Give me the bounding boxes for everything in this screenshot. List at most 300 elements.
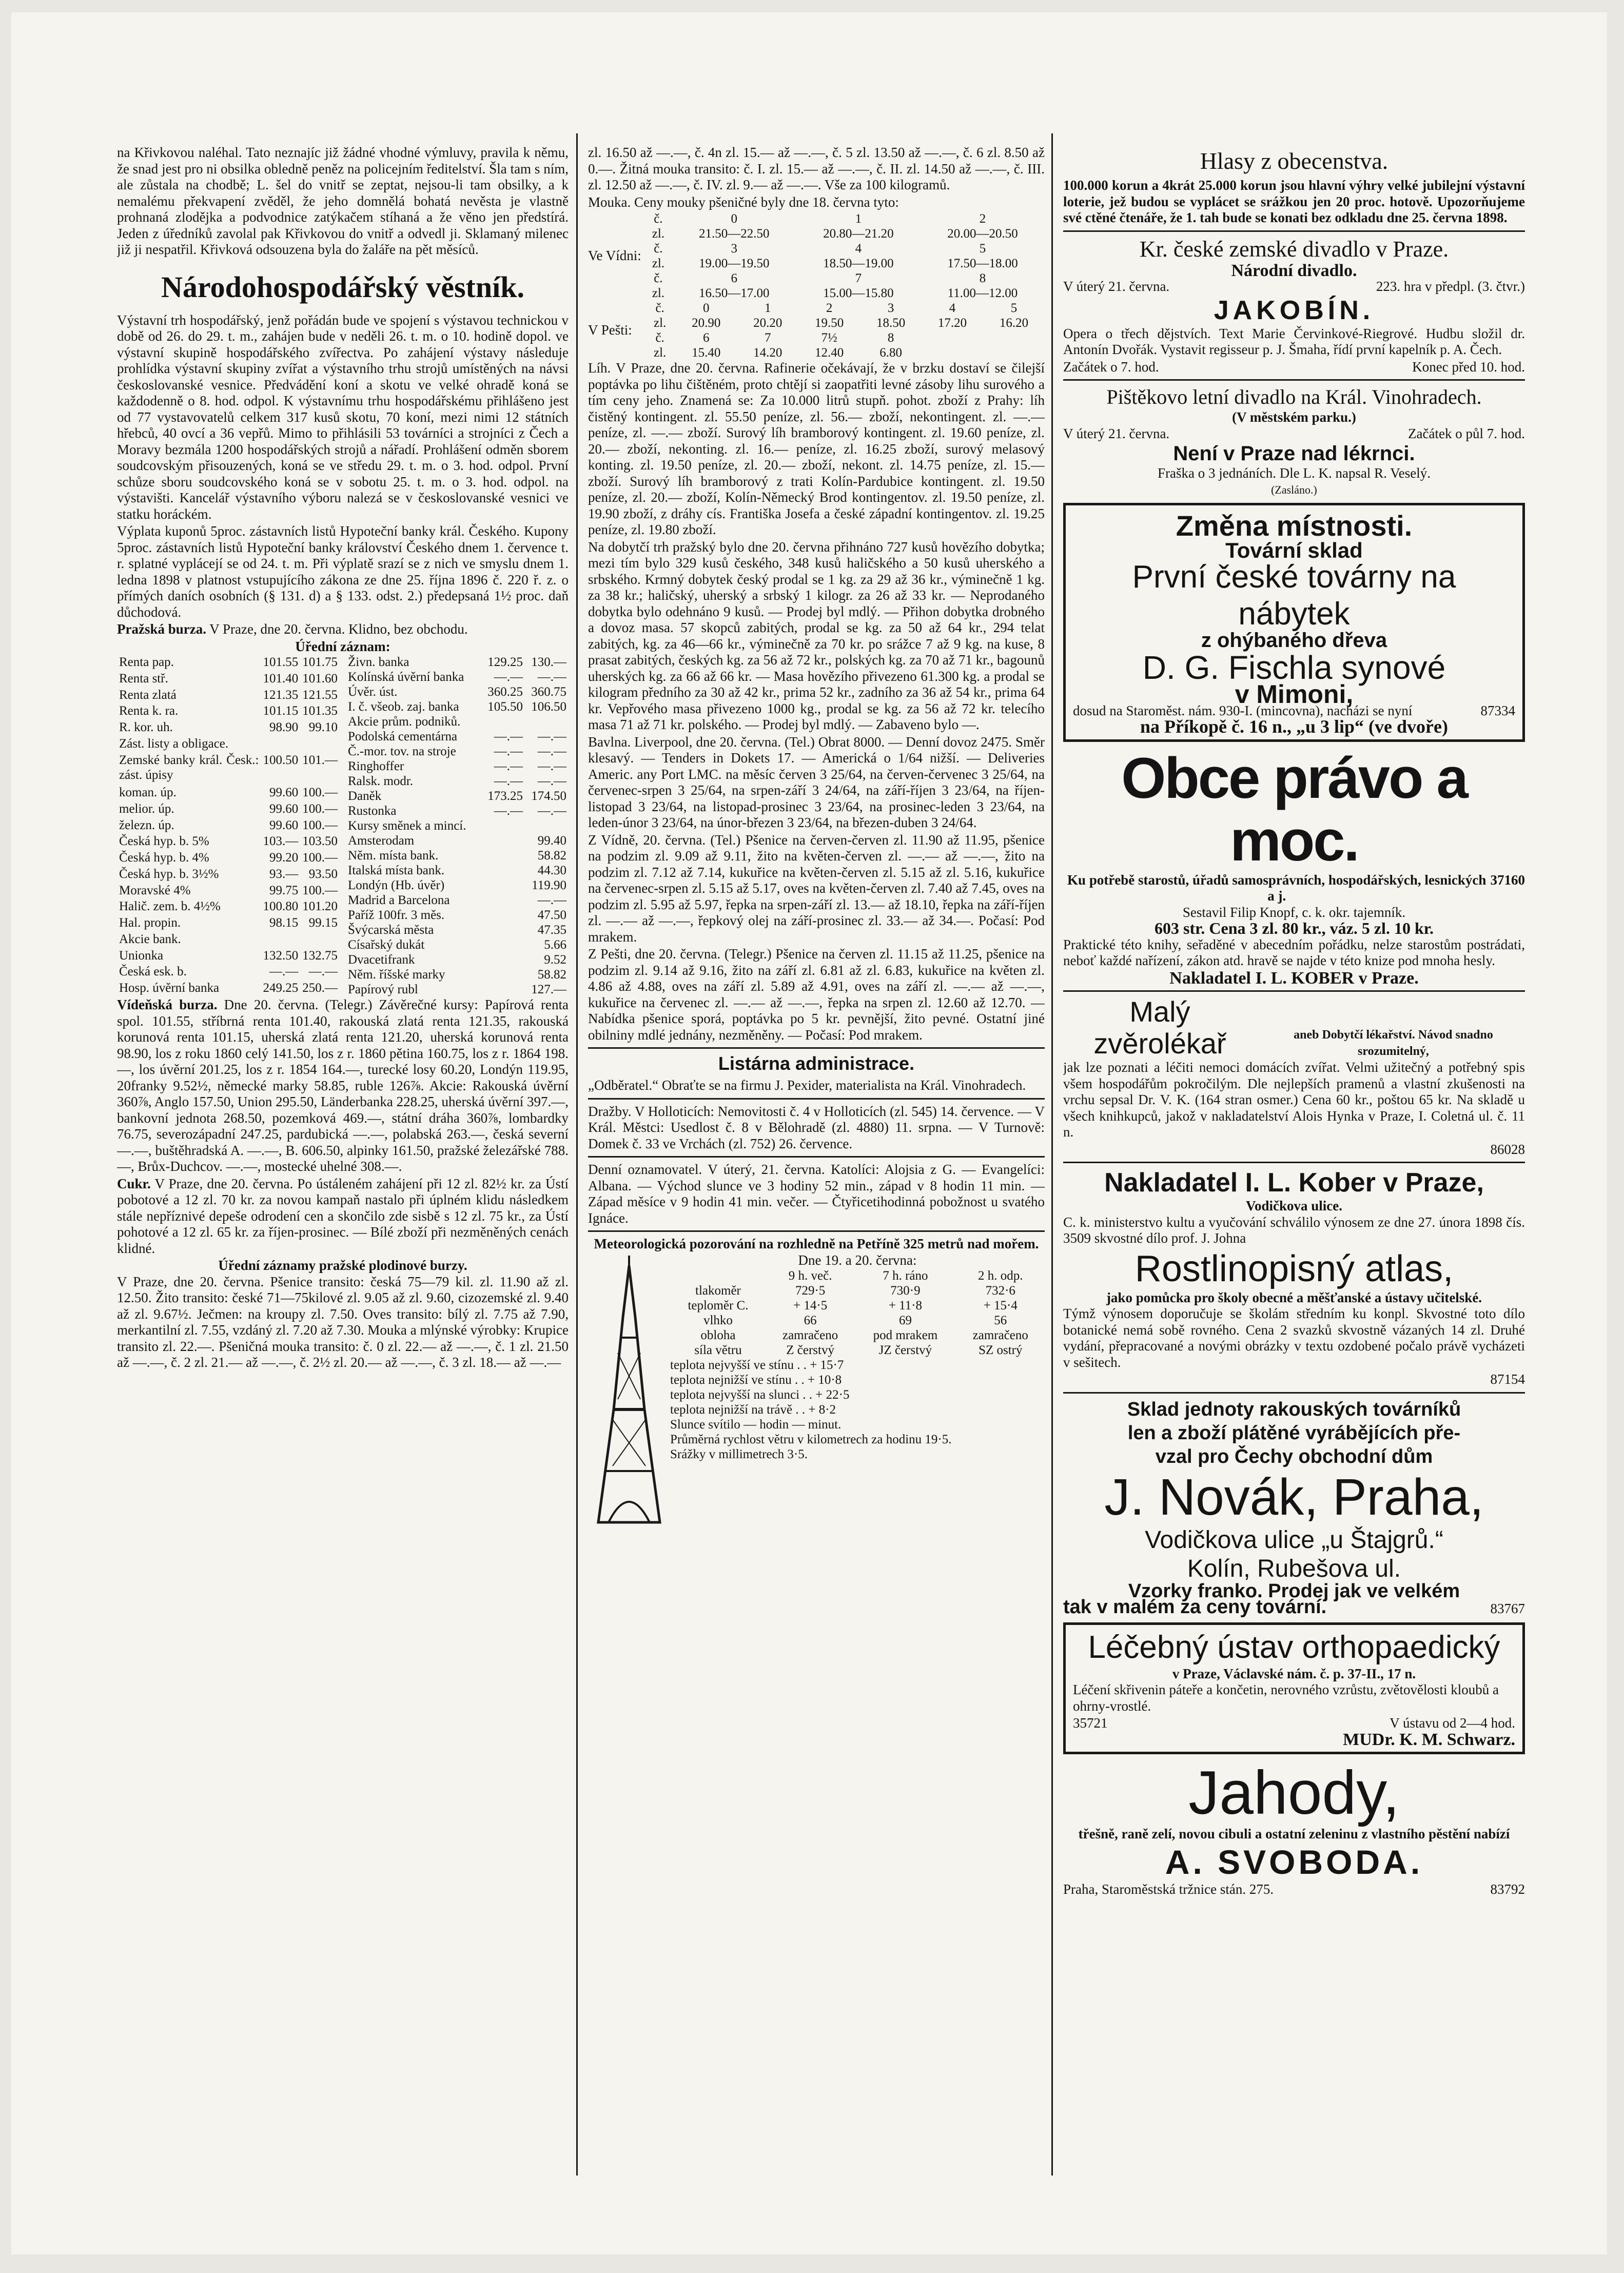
table-cell xyxy=(481,952,525,967)
table-cell: 100.— xyxy=(302,818,338,832)
table-cell: č. xyxy=(654,271,663,285)
table-cell: 18.50—19.00 xyxy=(823,257,894,270)
table-cell: Halič. zem. b. 4½% xyxy=(119,899,221,914)
table-row xyxy=(670,1343,1045,1358)
article-text: Na dobytčí trh pražský bylo dne 20. června přihnáno 727 kusů hovězího dobytka; mezi tím bylo 329 kusů českého, 348 kusů haličského a 50 kusů uherského a srbského. Krmný dobytek český prodal se 1 kg. za 29 až 36 kr., výminečně 1 kg. za 38 kr.; haličský, uherský a srbský 1 kilogr. za 26 až 33 kr. — Neprodaného dobytka bylo odehnáno 9 kusů. — Prodej byl mdlý. — Přihon dobytka drobného a dovoz masa. 57 skopců zabitých, prodal se kg. za 50 až 64 kr., 294 telat zabitých, kg. za 46—66 kr., výminečně za 70 kr. po srážce 7 až 9 kg. na kuse, 8 prasat zabitých, českých kg. za 56 až 72 kr., polských kg. za 70 až 71 kr., bagounů uherských kg. za 66 až 66 kr. — Masa hovězího přivezeno 61.300 kg. a prodal se kilogram předního za 30 až 42 kr., prima 52 kr., zadního za 36 až 54 kr., prima 64 kr. Vepřového masa přivezeno 1000 kg., prodal se kg. za 56 až 72 kr. telecího masa 71 až 71 kr. polského. — Prodej byl mdlý. — Zabaveno bylo —. xyxy=(588,539,1045,732)
ad-subtitle: aneb Dobytčí lékařství. Návod snadno srozumitelný, xyxy=(1294,1028,1493,1058)
article-title: Vídeňská burza. xyxy=(117,997,218,1012)
article-text: 100.000 korun a 4krát 25.000 korun jsou hlavní výhry velké jubilejní výstavní loterie, jež budou se vyplácet se srážkou jen 20 proc. hotově. Upozorňujeme své ctěné čtenáře, že 1. tah bude se konati bez odkladu dne 25. června 1898. xyxy=(1063,178,1525,225)
petrin-tower-icon xyxy=(588,1256,670,1533)
table-cell: 101.55 xyxy=(263,655,299,669)
table-cell: Renta stř. xyxy=(119,671,168,685)
table-cell: Švýcarská města xyxy=(348,923,434,937)
ad-number: 35721 xyxy=(1073,1715,1108,1731)
table-cell: Renta k. ra. xyxy=(119,704,179,718)
table-cell xyxy=(481,848,525,863)
ad-orthopaedic xyxy=(1063,1622,1525,1755)
article-text: „Odběratel.“ Obraťte se na firmu J. Pexider, materialista na Král. Vinohradech. xyxy=(588,1077,1026,1093)
table-cell: 7 xyxy=(855,271,862,285)
table-cell: 732·6 xyxy=(985,1284,1015,1298)
table-row xyxy=(644,330,1045,345)
table-row xyxy=(670,1283,1045,1298)
table-cell: 5.66 xyxy=(544,938,566,952)
table-cell: Něm. místa bank. xyxy=(348,849,439,863)
table-row xyxy=(346,893,569,908)
table-row xyxy=(346,863,569,878)
weather-block xyxy=(588,1252,1045,1536)
table-cell: Česká hyp. b. 5% xyxy=(119,834,209,849)
table-cell: 1 xyxy=(764,301,771,315)
table-row xyxy=(346,804,569,818)
article-text: Denní oznamovatel. V úterý, 21. června. Katolíci: Alojsia z G. — Evangelíci: Albana. — Východ slunce ve 3 hodiny 52 min., západ v 8 hodin 11 min. — Západ měsíce v 9 hodin 41 min. večer. — Čtyřicetihodinná pobožnost u svatého Ignáce. xyxy=(588,1162,1045,1226)
ad-number: 37160 xyxy=(1490,872,1525,888)
table-cell: Unionka xyxy=(119,948,164,963)
table-row xyxy=(346,714,569,729)
table-cell: + 15·4 xyxy=(983,1299,1018,1312)
table-cell: koman. úp. xyxy=(119,786,177,800)
column-header: 2 h. odp. xyxy=(978,1269,1023,1283)
table-cell: + 14·5 xyxy=(793,1299,828,1312)
table-cell: 99.60 xyxy=(269,818,299,832)
table-cell: zamračeno xyxy=(972,1328,1028,1342)
table-cell: 17.20 xyxy=(937,316,967,330)
table-row xyxy=(117,720,340,736)
table-row xyxy=(117,964,340,981)
table-row xyxy=(117,688,340,704)
table-cell: 16.20 xyxy=(999,316,1029,330)
ad-street: Vodičkova ulice „u Štajgrů.“ xyxy=(1145,1526,1443,1554)
table-cell xyxy=(261,736,301,753)
table-cell: 132.75 xyxy=(302,948,338,963)
zaslano-label: (Zasláno.) xyxy=(1271,483,1317,496)
table-cell: 5 xyxy=(979,242,986,256)
table-row xyxy=(117,981,340,997)
table-cell: 99.60 xyxy=(269,801,299,816)
table-cell: č. xyxy=(655,331,664,345)
table-cell: 103.— xyxy=(263,834,299,849)
table-cell: 1 xyxy=(855,212,862,226)
flour-pest xyxy=(588,301,1045,360)
article-title: Pražská burza. xyxy=(117,621,206,637)
table-cell: SZ ostrý xyxy=(979,1343,1023,1357)
table-cell: Zemské banky král. Česk.: zást. úpisy xyxy=(119,753,259,782)
table-row xyxy=(346,699,569,714)
table-cell: 99.15 xyxy=(308,916,338,930)
table-cell: 360.25 xyxy=(487,685,523,699)
table-cell: R. kor. uh. xyxy=(119,720,173,734)
divider xyxy=(1063,230,1525,232)
table-cell: 44.30 xyxy=(537,864,566,877)
column-3 xyxy=(1063,145,1525,1897)
table-cell: Kursy směnek a mincí. xyxy=(348,819,466,833)
table-cell: Akcie prům. podniků. xyxy=(348,715,461,729)
table-row xyxy=(346,818,569,833)
table-cell: 101.60 xyxy=(302,671,338,685)
table-cell: —.— xyxy=(494,774,523,788)
table-cell: 100.— xyxy=(302,851,338,865)
theatre-subtitle: (V městském parku.) xyxy=(1232,409,1356,425)
ad-text: Týmž výnosem doporučuje se školám středním ku konpl. Skvostné toto dílo botanické nemá sobě rovného. Cena 2 svazků skvostně vázaných 14 zl. Druhé vydání, přepracované a novými obrázky v textu ozdobené počalo právě vycházeti v sešitech. xyxy=(1063,1306,1525,1370)
table-cell: Ringhoffer xyxy=(348,759,404,773)
table-cell: Daněk xyxy=(348,789,382,803)
table-cell xyxy=(525,818,569,833)
table-cell: obloha xyxy=(700,1328,736,1342)
table-title: Úřední záznam: xyxy=(295,638,390,654)
table-cell: síla větru xyxy=(694,1343,742,1357)
play-title: JAKOBÍN. xyxy=(1214,295,1375,325)
table-cell: 14.20 xyxy=(753,346,782,360)
ad-address: v Praze, Václavské nám. č. p. 37-II., 17 n. xyxy=(1172,1665,1416,1681)
table-cell: melior. úp. xyxy=(119,801,174,816)
ad-subtitle: Ku potřebě starostů, úřadů samosprávních, hospodářských, lesnických a j. xyxy=(1067,872,1486,904)
table-cell xyxy=(481,908,525,923)
table-cell: 129.25 xyxy=(487,655,523,669)
table-cell: vlhko xyxy=(703,1314,733,1327)
table-cell: 101.40 xyxy=(263,671,299,685)
ad-firm: J. Novák, Praha, xyxy=(1104,1468,1484,1526)
table-cell xyxy=(481,967,525,982)
column-header: 9 h. več. xyxy=(788,1269,832,1283)
table-row xyxy=(644,316,1045,330)
table-cell: 99.75 xyxy=(269,883,299,897)
article-text: V Praze, dne 20. června. Pšenice transito: česká 75—79 kil. zl. 11.90 až zl. 12.50. Žito transito: české 71—75kilové zl. 9.05 až zl. 9.60, cizozemské zl. 9.40 až zl. 9.67½. Ječmen: na kroupy zl. 7.50. Oves transito: bílý zl. 7.75 až 7.90, merkantilní zl. 7.55, vzdáný zl. 7.20 až 7.30. Mouka a mlýnské výrobky: Krupice transito zl. 22.—. Pšeničná mouka transito: č. 0 zl. 22.— až —.—, č. 1 zl. 21.50 až —.—, č. 2 zl. 21.— až —.—, č. 2½ zl. 20.— až —.—, č. 3 zl. 18.— až —.— xyxy=(117,1273,569,1370)
table-cell: —.— xyxy=(494,730,523,743)
ad-line: Sklad jednoty rakouských továrníků xyxy=(1127,1398,1461,1420)
article-text: Z Vídně, 20. června. (Tel.) Pšenice na červen-červen zl. 11.90 až 11.95, pšenice na podzim zl. 9.09 až 9.11, žito na květen-červen zl. —.— až —.—, žito na podzim zl. 7.12 až 7.14, kukuřice na květen-červen zl. 5.15 až zl. 5.16, kukuřice na červenec-srpen zl. 5.15 až 5.17, oves na květen-červen zl. 7.40 až 7.45, oves na podzim zl. 5.95 až 5.97, řepka na srpen-září zl. 13.— až 18.10, řepka na září-říjen zl. —.— až —.—, řepkový olej na září-prosinec zl. 33.— až 34.—. Počasí: Pod mrakem. xyxy=(588,832,1045,945)
table-row xyxy=(117,834,340,850)
ad-title: Jahody, xyxy=(1188,1758,1400,1827)
table-row xyxy=(346,878,569,893)
article-title: Hlasy z obecenstva. xyxy=(1200,148,1388,174)
article-title: Meteorologická pozorování na rozhledně na Petříně 325 metrů nad mořem. xyxy=(594,1236,1039,1251)
table-cell: Londýn (Hb. úvěr) xyxy=(348,878,445,892)
divider xyxy=(1063,1392,1525,1394)
table-row xyxy=(670,1328,1045,1343)
table-cell: Česká hyp. b. 3½% xyxy=(119,867,219,881)
ad-title: Malý zvěrolékař xyxy=(1093,995,1226,1060)
column-divider xyxy=(1051,133,1053,2176)
table-cell: —.— xyxy=(494,804,523,818)
divider xyxy=(1063,1162,1525,1163)
table-cell: Moravské 4% xyxy=(119,883,191,897)
table-row xyxy=(346,774,569,789)
table-cell: Dvacetifrank xyxy=(348,953,415,967)
table-cell: 121.35 xyxy=(263,688,299,702)
column-header: 7 h. ráno xyxy=(883,1269,928,1283)
table-cell xyxy=(983,330,1045,345)
table-cell: 69 xyxy=(898,1314,912,1327)
table-cell: Císařský dukát xyxy=(348,938,425,952)
ad-text: jak lze poznati a léčiti nemoci domácích zvířat. Velmi užitečný a potřebný spis všem hospodářům pokročilým. Dle nejlepších pramenů a vlastní zkušenosti na vrchu sepsal Dr. V. K. (164 stran osmer.) Cena 60 kr., poštou 65 kr. Na skladě u všech knihkupců, jakož v nakladatelství Alois Hynka v Praze, I. Coletná ul. č. 11 n. xyxy=(1063,1060,1525,1140)
divider xyxy=(588,1047,1045,1049)
bourse-table-right xyxy=(346,655,569,997)
ad-text: třešně, raně zelí, novou cibuli a ostatní zeleninu z vlastního pěstění nabízí xyxy=(1078,1826,1510,1841)
table-row xyxy=(346,789,569,804)
table-cell: I. č. všeob. zaj. banka xyxy=(348,700,459,714)
table-row xyxy=(346,729,569,744)
table-cell: 729·5 xyxy=(795,1284,826,1298)
article-text: Bavlna. Liverpool, dne 20. června. (Tel.) Obrat 8000. — Denní dovoz 2475. Směr klesavý. — Tenders in Dokets 17. — Americká o 1/64 nižší. — Deliveries Americ. any Port LMC. na měsíc červen 3 25/64, na červen-červenec 3 25/64, na červenec-srpen 3 25/64, na srpen-září 3 24/64, na září-říjen 3 23/64, na říjen-listopad 3 23/64, na listopad-prosinec 3 23/64, na prosinec-leden 3 23/64, na leden-únor 3 23/64, na únor-březen 3 23/64, na březen-duben 3 24/64. xyxy=(588,734,1045,830)
table-row xyxy=(346,848,569,863)
weather-line: Průměrná rychlost větru v kilometrech za hodinu 19·5. xyxy=(670,1433,952,1446)
table-cell: 100.50 xyxy=(263,753,299,767)
play-description: Fraška o 3 jednáních. Dle L. K. napsal R. Veselý. xyxy=(1158,465,1431,481)
table-cell: 100.— xyxy=(302,801,338,816)
table-row xyxy=(346,684,569,699)
flour-table-pest xyxy=(644,301,1045,360)
ad-address: dosud na Staroměst. nám. 930-I. (mincovna), nacházi se nyní xyxy=(1073,702,1413,718)
table-cell: —.— xyxy=(537,744,566,758)
table-cell: 101.35 xyxy=(302,704,338,718)
table-cell: Renta zlatá xyxy=(119,688,177,702)
article-text: V Praze, dne 20. června. Klidno, bez obchodu. xyxy=(209,621,468,637)
ad-number: 87334 xyxy=(1480,702,1515,718)
table-cell: 9.52 xyxy=(544,953,566,967)
table-row xyxy=(346,908,569,923)
play-title: Není v Praze nad lékrnci. xyxy=(1173,442,1415,465)
table-cell: —.— xyxy=(537,804,566,818)
table-cell: 249.25 xyxy=(263,981,299,995)
table-cell: 98.90 xyxy=(269,720,299,734)
weather-extra xyxy=(670,1358,1045,1462)
weather-table xyxy=(670,1268,1045,1358)
table-row xyxy=(117,655,340,671)
table-cell: 4 xyxy=(949,301,956,315)
table-cell: 93.50 xyxy=(308,867,338,881)
column-header xyxy=(670,1268,766,1283)
divider xyxy=(588,1230,1045,1232)
table-cell xyxy=(481,818,525,833)
table-cell: Podolská cementárna xyxy=(348,730,458,743)
table-cell xyxy=(300,932,340,948)
table-cell: zamračeno xyxy=(782,1328,838,1342)
table-row xyxy=(117,948,340,965)
ad-title: Obce právo a moc. xyxy=(1121,746,1467,873)
table-cell: 47.50 xyxy=(537,908,566,922)
table-cell: zl. xyxy=(652,257,665,270)
ad-author: Sestavil Filip Knopf, c. k. okr. tajemník. xyxy=(1182,904,1406,920)
table-cell: 0 xyxy=(703,301,710,315)
ad-publisher: Nakladatel I. L. Kober v Praze, xyxy=(1104,1168,1484,1198)
table-cell xyxy=(481,878,525,893)
table-cell: 101.75 xyxy=(302,655,338,669)
table-row xyxy=(670,1298,1045,1313)
table-row xyxy=(117,801,340,818)
table-cell: 99.40 xyxy=(537,834,566,848)
table-cell: 127.— xyxy=(531,983,566,996)
table-cell: Živn. banka xyxy=(348,655,409,669)
table-row xyxy=(644,301,1045,316)
table-cell: Renta pap. xyxy=(119,655,174,669)
table-cell: —.— xyxy=(494,670,523,684)
table-cell: 20.20 xyxy=(753,316,782,330)
table-cell xyxy=(481,982,525,997)
table-cell: Papírový rubl xyxy=(348,983,418,996)
table-cell: —.— xyxy=(537,670,566,684)
table-cell: 4 xyxy=(855,242,862,256)
article-text: Výstavní trh hospodářský, jenž pořádán bude ve spojení s výstavou technickou v době od 26. do 29. t. m., zahájen bude v neděli 26. t. m. o 10. hodině dopol. ve výstavní skupině hospodářského zvířectva. Po zahájení výstavy následuje prohlídka výstavní skupiny zvířat a výstavního trhu strojů umístěných na návsi českoslovanské vesnice. Předvádění koní a skotu ve velké ohradě koná se každodenně o 8. hod. odpol. K výstavnímu trhu hospodářskému přihlášeno jest od 77 vystavovatelů celkem 317 kusů skotu, 70 koní, mezi nimi 12 státních hřebců, 40 ovcí a 36 vepřů. Mimo to přihlásili 53 továrníci a strojníci z Čech a Moravy bezmála 1200 hospodářských strojů a nářadí. Prohlášení odměn sborem soudcovským přisouzených, koná se ve středu 29. t. m. o 3. hod. odpol. První schůze sboru soudcovského koná se v sobotu 25. t. m. o 3. hod. odpol. na výstavišti. Kancelář výstavního výboru nalezá se v českoslovanské vesnici ve statku horáckém. xyxy=(117,312,569,522)
table-cell: —.— xyxy=(537,893,566,907)
theatre-date: V úterý 21. června. xyxy=(1063,425,1170,441)
table-cell: č. xyxy=(655,301,664,315)
table-cell: —.— xyxy=(537,774,566,788)
table-row xyxy=(644,256,1045,271)
table-cell: pod mrakem xyxy=(873,1328,938,1342)
table-cell: 101.15 xyxy=(263,704,299,718)
table-cell xyxy=(922,330,983,345)
column-divider xyxy=(576,133,578,2176)
article-title: Úřední záznamy pražské plodinové burzy. xyxy=(218,1258,467,1273)
table-cell: 15.40 xyxy=(692,346,721,360)
table-row xyxy=(117,818,340,834)
table-cell: 93.— xyxy=(269,867,299,881)
weather-line: teplota nejnižší ve stínu . . + 10·8 xyxy=(670,1373,842,1387)
column-1 xyxy=(117,145,569,1372)
article-text: na Křivkovou naléhal. Tato neznajíc již žádné vhodné výmluvy, pravila k němu, že snad jest pro ni obsilka obledně peněz na policejním ředitelství. Šla tam s ním, ale zůstala na chodbě; L. šel do vnitř se zeptat, nejsou-li tam obsilky, a k nemalému překvapení zvěděl, že jeho domnělá bohatá nevěsta je vlastně prohnaná zlodějka a podvodnice zatýkačem stíhaná a že věno jen předstírá. Jeden z úředníků zavolal pak Křivkovou do vnitř a odvedl ji. Sklamaný milenec již ji nespatřil. Křivková odsouzena byla do žaláře na pět měsíců. xyxy=(117,145,569,257)
row-label: V Pešti: xyxy=(588,322,632,338)
table-cell: 66 xyxy=(804,1314,817,1327)
table-cell: Úvěr. úst. xyxy=(348,685,398,699)
table-cell: 15.00—15.80 xyxy=(823,286,894,300)
table-row xyxy=(117,915,340,932)
article-text: zl. 16.50 až —.—, č. 4n zl. 15.— až —.—, č. 5 zl. 13.50 až —.—, č. 6 zl. 8.50 až 0.—. Žitná mouka transito: č. I. zl. 15.— až —.—, č. II. zl. 14.50 až —.—, č. III. zl. 12.50 až —.—, č. IV. zl. 9.— až —.—. Vše za 100 kilogramů. xyxy=(588,145,1045,192)
table-row xyxy=(117,671,340,688)
table-cell: 730·9 xyxy=(890,1284,921,1298)
start-time: Začátek o půl 7. hod. xyxy=(1408,425,1525,441)
table-cell: 121.55 xyxy=(302,688,338,702)
table-cell xyxy=(481,863,525,878)
ad-subtitle: jako pomůcka pro školy obecné a měšťanské a ústavy učitelské. xyxy=(1106,1289,1482,1305)
article-text: Líh. V Praze, dne 20. června. Rafinerie očekávají, že v brzku dostaví se čilejší poptávka po lihu čištěném, proto chtějí si zaopatřiti levné zásoby lihu surového a tím ceny jeho. Znamená se: Za 10.000 litrů stupň. pohot. zboží z Prahy: líh čistěný kontingent. zl. 55.50 peníze, zl. 56.— zboží, nekontingent. zl. —.— peníze, zl. —.— zboží. Surový líh bramborový kontingent. zl. 19.60 peníze, zl. 20.— zboží, nekonting. zl. 16.— peníze, zl. 16.25 zboží, surový melasový konting. zl. 19.50 peníze, zl. 20.— zboží, nekont. zl. 14.75 peníze, zl. 15.— zboží. Surový líh bramborový z trati Kolín-Pardubice kontingent. zl. 19.50 peníze, zl. 20.— zboží, Kolín-Německý Brod kontingentov. zl. 19.50 peníze, zl. 19.90 zboží, z dráhy cís. Františka Josefa a české západní kontingentov. zl. 19.25 peníze, zl. 19.80 zboží. xyxy=(588,360,1045,537)
ad-number: 83792 xyxy=(1490,1881,1525,1897)
theatre-subtitle: Národní divadlo. xyxy=(1231,261,1357,280)
table-cell: 5 xyxy=(1010,301,1018,315)
table-cell: 130.— xyxy=(531,655,566,669)
table-cell: 103.50 xyxy=(302,834,338,849)
table-header xyxy=(670,1268,1045,1283)
table-cell: 100.80 xyxy=(263,899,299,914)
end-time: Konec před 10. hod. xyxy=(1412,359,1525,375)
ad-address: Praha, Staroměstská tržnice stán. 275. xyxy=(1063,1881,1274,1897)
table-cell: Z čerstvý xyxy=(786,1343,834,1357)
table-cell: 132.50 xyxy=(263,948,299,963)
table-cell: 99.20 xyxy=(269,851,299,865)
article-title: Listárna administrace. xyxy=(718,1053,915,1074)
table-cell: —.— xyxy=(308,965,338,979)
table-cell: Něm. říšské marky xyxy=(348,968,445,982)
column-2 xyxy=(588,145,1045,1536)
ad-street: Vodičkova ulice. xyxy=(1245,1198,1343,1213)
table-cell: Hosp. úvěrní banka xyxy=(119,981,220,995)
table-cell: Česká esk. b. xyxy=(119,965,187,979)
ad-number: 87154 xyxy=(1490,1371,1525,1387)
flour-vienna xyxy=(588,211,1045,301)
article-text: Dne 20. června. (Telegr.) Závěrečné kursy: Papírová renta spol. 101.55, stříbrná renta 101.40, rakouská zlatá renta 121.35, rakouská korunová renta 101.15, uherská zlatá renta 121.20, uherská korunová renta 98.90, los z roku 1860 celý 141.50, los z r. 1860 pětina 160.75, los z r. 1864 198.—, los úvěrní 201.25, los z r. 1854 164.—, turecké losy 60.20, Londýn 119.95, 20franky 9.52½, německé marky 58.85, ruble 126⅞. Akcie: Rakouská úvěrní 360⅞, Anglo 157.50, Union 295.50, Länderbanka 228.25, uherská úvěrní 397.—, bankovní jednota 268.50, pozemková 469.—, státní dráha 360⅞, lombardky 76.75, severozápadní 247.25, pardubická —.—, polabská 263.—, česká severní —.—, buštěhradská A. —.—, B. 606.50, alpinky 161.50, pražské železářské 788.—, Brůx-Duchcov. —.—, mostecké uhelné 308.—. xyxy=(117,997,569,1174)
table-row xyxy=(117,785,340,801)
ad-text: Léčení skřivenin páteře a končetin, nerovného vzrůstu, zvětovělosti kloubů a ohrny-vrostlé. xyxy=(1073,1682,1499,1714)
table-row xyxy=(346,923,569,937)
table-cell xyxy=(481,893,525,908)
weather-line: Slunce svítilo — hodin — minut. xyxy=(670,1418,842,1432)
table-cell: 0 xyxy=(731,212,738,226)
table-cell: 101.20 xyxy=(302,899,338,914)
table-cell: 58.82 xyxy=(537,968,566,982)
table-cell: 106.50 xyxy=(531,700,566,714)
table-cell: zl. xyxy=(652,286,665,300)
table-cell: + 11·8 xyxy=(888,1299,923,1312)
table-cell xyxy=(983,345,1045,360)
table-cell: Italská místa bank. xyxy=(348,864,445,877)
table-cell: 58.82 xyxy=(537,849,566,863)
table-row xyxy=(644,286,1045,301)
ad-line: vzal pro Čechy obchodní dům xyxy=(1155,1445,1433,1467)
article-text: Dražby. V Holloticích: Nemovitosti č. 4 v Holloticích (zl. 545) 14. července. — V Král. Městci: Usedlost č. 8 v Bělohradě (zl. 4880) 11. srpna. — V Turnově: Domek č. 33 ve Vrchách (zl. 752) 26. července. xyxy=(588,1103,1045,1151)
table-cell: 100.— xyxy=(302,786,338,800)
table-cell: 99.10 xyxy=(308,720,338,734)
table-cell: č. xyxy=(654,212,663,226)
table-cell: železn. úp. xyxy=(119,818,174,832)
divider xyxy=(588,1156,1045,1158)
table-cell: —.— xyxy=(537,730,566,743)
flour-table-vienna xyxy=(644,211,1045,301)
table-cell: 11.00—12.00 xyxy=(947,286,1018,300)
table-cell: 119.90 xyxy=(532,878,566,892)
table-cell: 6 xyxy=(731,271,738,285)
ad-text: Praktické této knihy, seřaděné v abecedním pořádku, nelze starostům postrádati, neboť každé nařízení, zákon atd. hravě se najde v této knize pod mnoha hesly. xyxy=(1063,936,1525,968)
ad-number: 86028 xyxy=(1490,1141,1525,1157)
ad-number: 83767 xyxy=(1490,1601,1525,1616)
table-cell: 105.50 xyxy=(487,700,523,714)
article-text: V Praze, dne 20. června. Po ústáleném zahájení při 12 zl. 82½ kr. za Ústí pobotové a 12 zl. 70 kr. za novou kampaň nastalo při úplném klidu následkem stále nepříznivé depeše odrodení cen a skončilo zde sisbě s 12 zl. 75 kr., za Ústí pohotové a 12 zl. 65 kr. za říjen-prosinec. — Bílé zboží při nezměněných cenách klidné. xyxy=(117,1175,569,1256)
table-cell: 2 xyxy=(826,301,833,315)
table-cell xyxy=(300,736,340,753)
table-cell: 8 xyxy=(887,331,894,345)
table-cell: zl. xyxy=(652,227,665,241)
table-cell: Česká hyp. b. 4% xyxy=(119,851,209,865)
table-cell: Zást. listy a obligace. xyxy=(119,736,229,751)
ad-line: První české továrny na nábytek xyxy=(1132,559,1456,632)
table-cell: 18.50 xyxy=(876,316,906,330)
table-row xyxy=(117,736,340,753)
table-cell: 6 xyxy=(703,331,710,345)
ad-price: 603 str. Cena 3 zl. 80 kr., váz. 5 zl. 10 kr. xyxy=(1155,919,1434,937)
start-time: Začátek o 7. hod. xyxy=(1063,359,1159,375)
table-row xyxy=(117,932,340,948)
ad-line: tak v malém za ceny tovární. xyxy=(1063,1596,1327,1618)
table-cell xyxy=(481,937,525,952)
table-row xyxy=(346,952,569,967)
table-cell: 174.50 xyxy=(531,789,566,803)
table-cell: 173.25 xyxy=(487,789,523,803)
table-cell xyxy=(481,833,525,848)
table-cell: 3 xyxy=(887,301,894,315)
table-cell: Kolínská úvěrní banka xyxy=(348,670,464,684)
table-cell: Hal. propin. xyxy=(119,916,181,930)
table-cell xyxy=(922,345,983,360)
table-cell: —.— xyxy=(494,759,523,773)
article-text: Výplata kuponů 5proc. zástavních listů Hypoteční banky král. Českého. Kupony 5proc. zástavních listů Hypoteční banky království Českého dnem 1. července t. r. splatné vyplácejí se od 24. t. m. Při výplatě srazí se z nich ve smyslu dnem 1. ledna 1898 v platnost vstupujícího zákona ze dne 25. října 1896 č. 220 ř. z. o přímých daních osobních (§ 131. d) a § 133. odst. 2.) předepsaná 1½ proc. daň důchodová. xyxy=(117,523,569,620)
divider xyxy=(1063,990,1525,992)
theatre-date: V úterý 21. června. xyxy=(1063,279,1170,294)
weather-date: Dne 19. a 20. června: xyxy=(798,1252,917,1268)
table-cell: č. xyxy=(654,242,663,256)
weather-line: Srážky v millimetrech 3·5. xyxy=(670,1447,808,1461)
table-row xyxy=(117,867,340,883)
table-row xyxy=(346,670,569,684)
table-cell xyxy=(525,714,569,729)
table-cell: 19.00—19.50 xyxy=(699,257,770,270)
table-cell: 360.75 xyxy=(531,685,566,699)
